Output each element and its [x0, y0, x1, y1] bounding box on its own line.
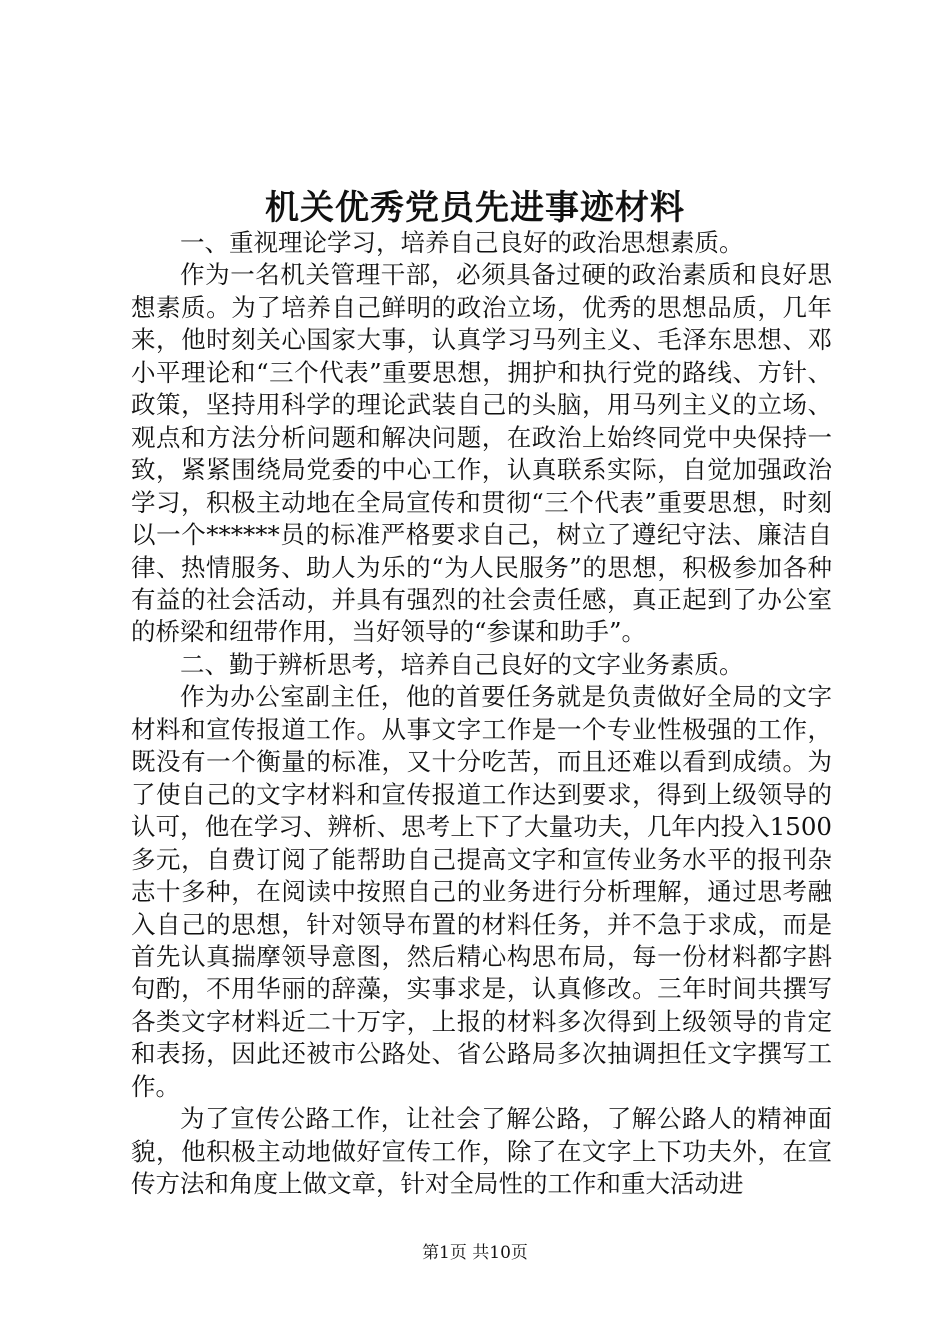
page-number-footer: 第1页 共10页	[422, 1243, 528, 1263]
section-heading-1: 一、重视理论学习，培养自己良好的政治思想素质。	[180, 228, 744, 257]
paragraph-1: 作为一名机关管理干部，必须具备过硬的政治素质和良好思想素质。为了培养自己鲜明的政治立场，优秀的思想品质，几年来，他时刻关心国家大事，认真学习马列主义、毛泽东思想、邓小平理论和“三个代表”重要思想，拥护和执行党的路线、方针、政策，坚持用科学的理论武装自己的头脑，用马列主义的立场、观点和方法分析问题和解决问题，在政治上始终同党中央保持一致，紧紧围绕局党委的中心工作，认真联系实际，自觉加强政治学习，积极主动地在全局宣传和贯彻“三个代表”重要思想，时刻以一个******员的标准严格要求自己，树立了遵纪守法、廉洁自律、热情服务、助人为乐的“为人民服务”的思想，积极参加各种有益的社会活动，并具有强烈的社会责任感，真正起到了办公室的桥梁和纽带作用，当好领导的“参谋和助手”。	[131, 260, 832, 647]
section-heading-2: 二、勤于辨析思考，培养自己良好的文字业务素质。	[180, 649, 744, 679]
paragraph-2: 作为办公室副主任，他的首要任务就是负责做好全局的文字材料和宣传报道工作。从事文字工作是一个专业性极强的工作，既没有一个衡量的标准，又十分吃苦，而且还难以看到成绩。为了使自己的文字材料和宣传报道工作达到要求，得到上级领导的认可，他在学习、辨析、思考上下了大量功夫，几年内投入1500多元，自费订阅了能帮助自己提高文字和宣传业务水平的报刊杂志十多种，在阅读中按照自己的业务进行分析理解，通过思考融入自己的思想，针对领导布置的材料任务，并不急于求成，而是首先认真揣摩领导意图，然后精心构思布局，每一份材料都字斟句酌，不用华丽的辞藻，实事求是，认真修改。三年时间共撰写各类文字材料近二十万字，上报的材料多次得到上级领导的肯定和表扬，因此还被市公路处、省公路局多次抽调担任文字撰写工作。	[131, 682, 832, 1101]
document-title: 机关优秀党员先进事迹材料	[265, 188, 685, 228]
document-body	[131, 227, 832, 1201]
paragraph-3: 为了宣传公路工作，让社会了解公路，了解公路人的精神面貌，他积极主动地做好宣传工作，除了在文字上下功夫外，在宣传方法和角度上做文章，针对全局性的工作和重大活动进	[131, 1104, 832, 1199]
